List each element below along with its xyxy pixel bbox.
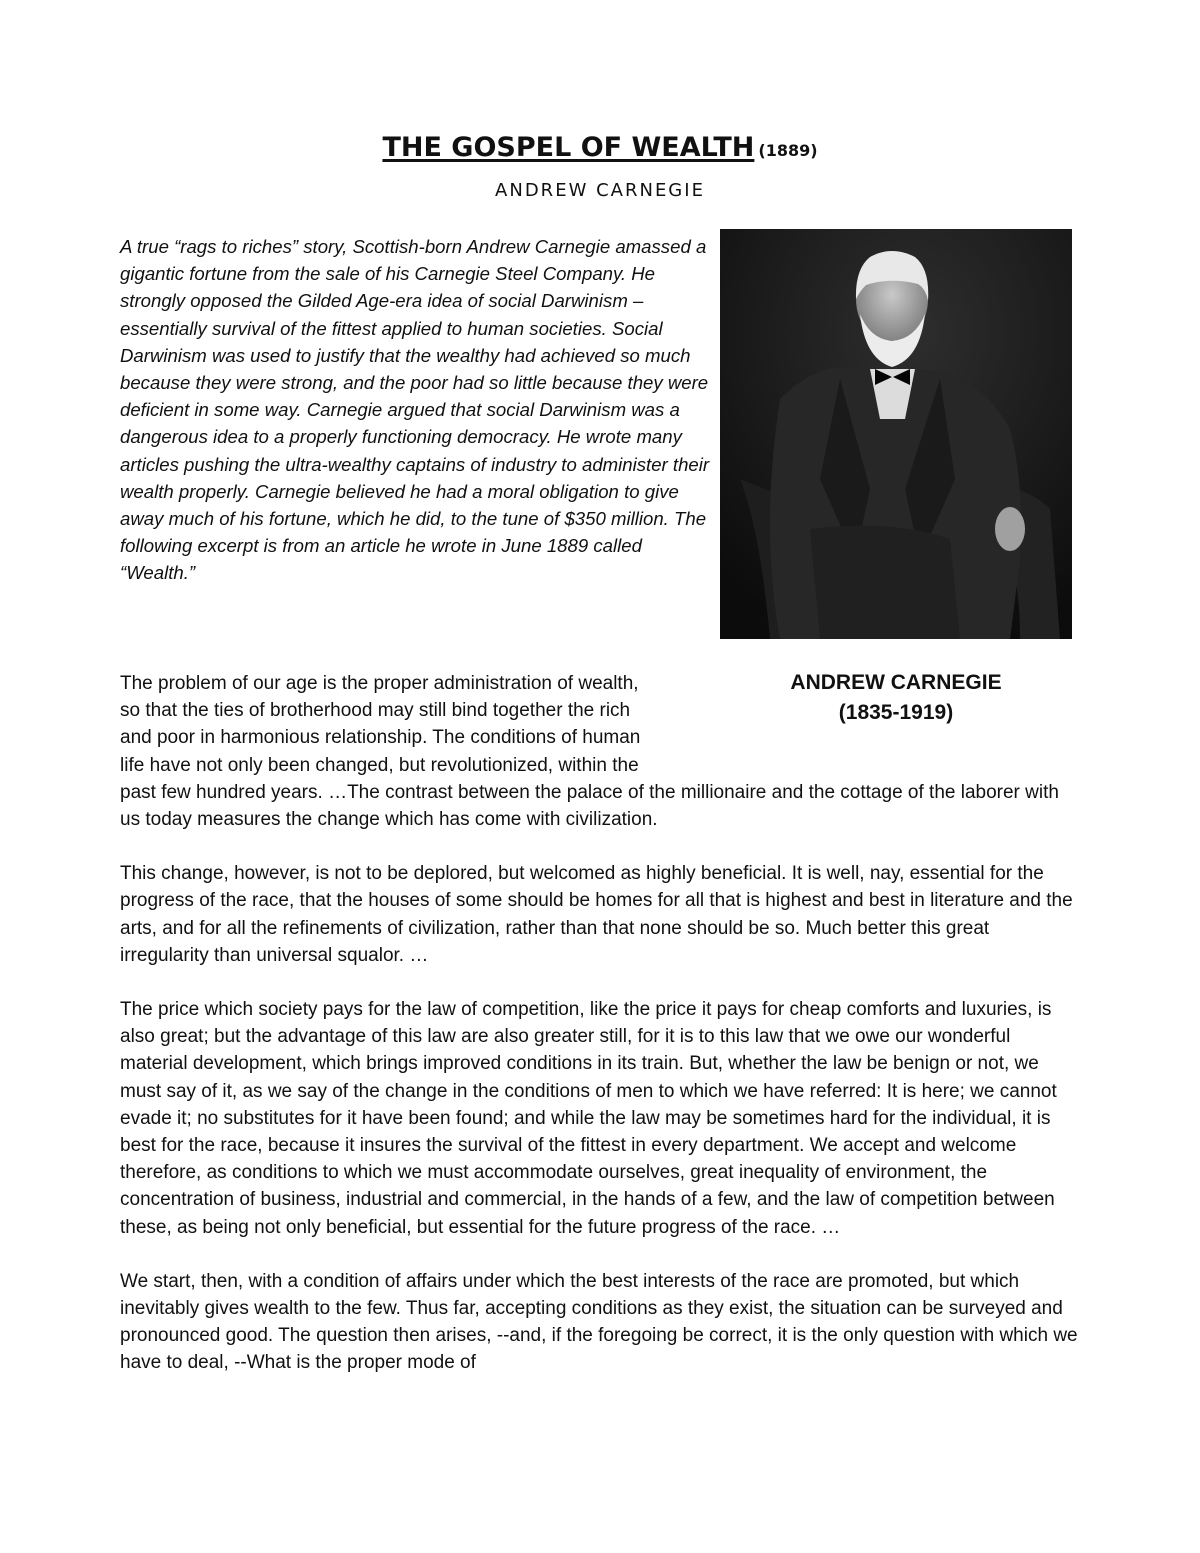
- intro-text: A true “rags to riches” story, Scottish-born Andrew Carnegie amassed a gigantic fortune from the sale of his Carnegie Steel Company. He strongly opposed the Gilded Age-era idea of social Darwinism – essentially survival of the fittest applied to human societies. Social Darwinism was used to justify that the wealthy had achieved so much because they were strong, and the poor had so little because they were deficient in some way. Carnegie argued that social Darwinism was a dangerous idea to a properly functioning democracy. He wrote many articles pushing the ultra-wealthy captains of industry to administer their wealth properly. Carnegie believed he had a moral obligation to give away much of his fortune, which he did, to the tune of $350 million. The following excerpt is from an article he wrote in June 1889 called “Wealth.”: [120, 236, 710, 584]
- document-title: [0, 132, 1200, 163]
- excerpt-paragraph-2: This change, however, is not to be deplored, but welcomed as highly beneficial. It is well, nay, essential for the progress of the race, that the houses of some should be homes for all that is highest and best in literature and the arts, and for all the refinements of civilization, rather than that none should be so. Much better this great irregularity than universal squalor. …: [120, 863, 1073, 966]
- excerpt-paragraph-1: The problem of our age is the proper administration of wealth, so that the ties of brotherhood may still bind together the rich and poor in harmonious relationship. The conditions of human life have not only been changed, but revolutionized, within the past few hundred years. …The contrast between the palace of the millionaire and the cottage of the laborer with us today measures the change which has come with civilization.: [120, 673, 1059, 831]
- excerpt-body: [120, 670, 1080, 1404]
- excerpt-paragraph-4: We start, then, with a condition of affairs under which the best interests of the race are promoted, but which inevitably gives wealth to the few. Thus far, accepting conditions as they exist, the situation can be surveyed and pronounced good. The question then arises, --and, if the foregoing be correct, it is the only question with which we have to deal, --What is the proper mode of: [120, 1270, 1078, 1374]
- caption-years: (1835-1919): [838, 701, 954, 724]
- title-text: THE GOSPEL OF WEALTH: [382, 132, 755, 163]
- caption-name: ANDREW CARNEGIE: [790, 671, 1002, 694]
- caption-spacer: [660, 670, 1080, 752]
- author-subtitle: ANDREW CARNEGIE: [495, 180, 705, 201]
- intro-paragraph: [120, 233, 710, 587]
- title-year: (1889): [758, 141, 818, 160]
- excerpt-paragraph-3: The price which society pays for the law of competition, like the price it pays for cheap comforts and luxuries, is also great; but the advantage of this law are also greater still, for it is to this law that we owe our wonderful material development, which brings improved conditions in its train. But, whether the law be benign or not, we must say of it, as we say of the change in the conditions of men to which we have referred: It is here; we cannot evade it; no substitutes for it have been found; and while the law may be sometimes hard for the individual, it is best for the race, because it insures the survival of the fittest in every department. We accept and welcome therefore, as conditions to which we must accommodate ourselves, great inequality of environment, the concentration of business, industrial and commercial, in the hands of a few, and the law of competition between these, as being not only beneficial, but essential for the future progress of the race. …: [120, 999, 1057, 1238]
- carnegie-portrait: [720, 229, 1072, 639]
